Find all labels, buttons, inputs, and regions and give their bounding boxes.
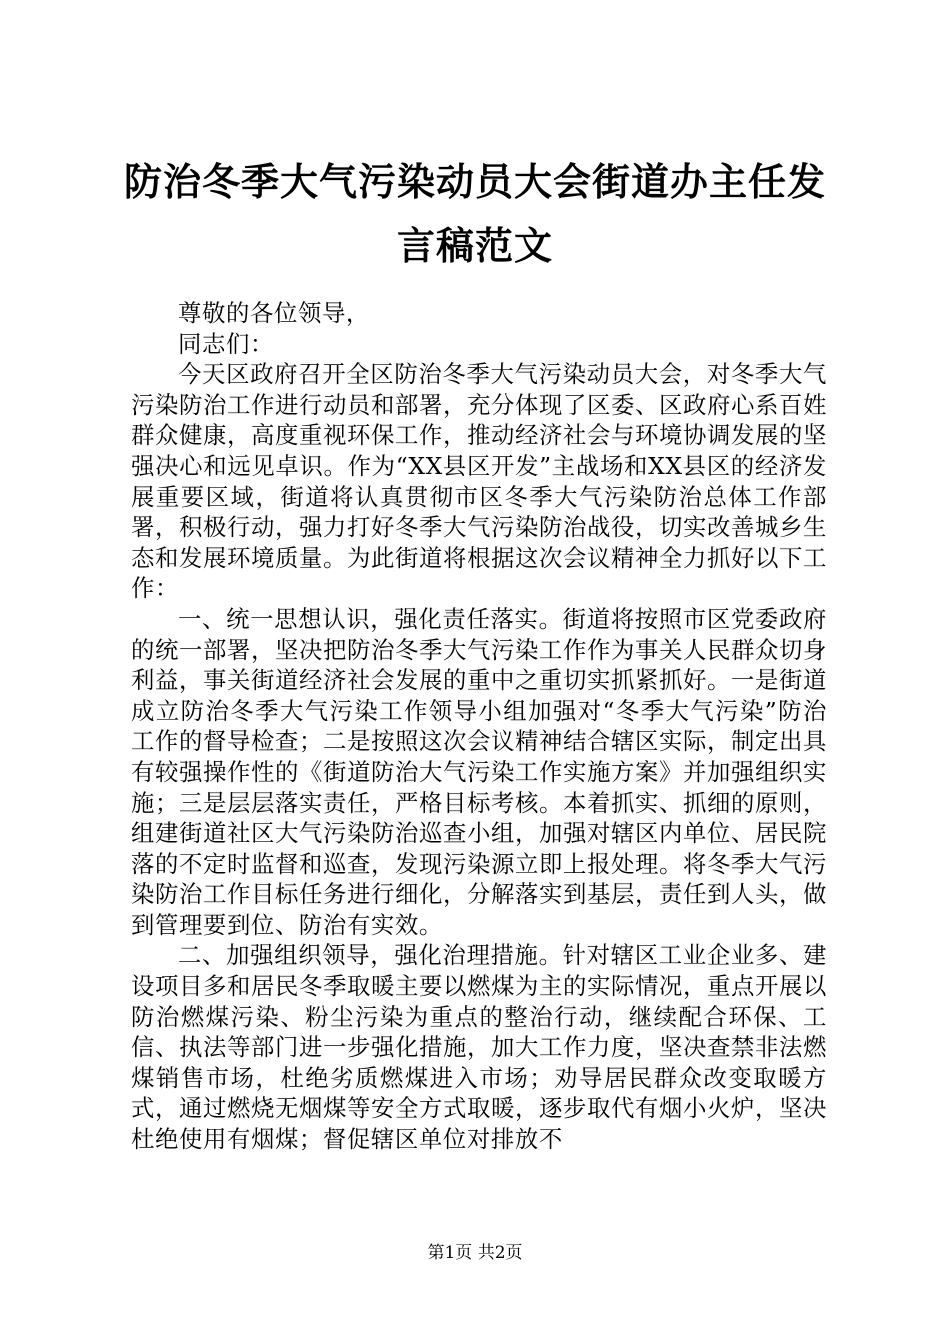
document-body	[131, 298, 827, 1155]
page-number-footer: 第1页 共2页	[427, 1243, 523, 1263]
salutation: 尊敬的各位领导，	[178, 299, 370, 327]
paragraph-section-2: 二、加强组织领导，强化治理措施。针对辖区工业企业多、建设项目多和居民冬季取暖主要以燃煤为主的实际情况，重点开展以防治燃煤污染、粉尘污染为重点的整治行动，继续配合环保、工信、执法等部门进一步强化措施，加大工作力度，坚决查禁非法燃煤销售市场，杜绝劣质燃煤进入市场；劝导居民群众改变取暖方式，通过燃烧无烟煤等安全方式取暖，逐步取代有烟小火炉，坚决杜绝使用有烟煤；督促辖区单位对排放不	[131, 941, 827, 1154]
paragraph-intro: 今天区政府召开全区防治冬季大气污染动员大会，对冬季大气污染防治工作进行动员和部署，充分体现了区委、区政府心系百姓群众健康，高度重视环保工作，推动经济社会与环境协调发展的坚强决心和远见卓识。作为“XX县区开发”主战场和XX县区的经济发展重要区域，街道将认真贯彻市区冬季大气污染防治总体工作部署，积极行动，强力打好冬季大气污染防治战役，切实改善城乡生态和发展环境质量。为此街道将根据这次会议精神全力抓好以下工作：	[131, 360, 827, 603]
paragraph-section-1: 一、统一思想认识，强化责任落实。街道将按照市区党委政府的统一部署，坚决把防治冬季大气污染工作作为事关人民群众切身利益，事关街道经济社会发展的重中之重切实抓紧抓好。一是街道成立防治冬季大气污染工作领导小组加强对“冬季大气污染”防治工作的督导检查；二是按照这次会议精神结合辖区实际，制定出具有较强操作性的《街道防治大气污染工作实施方案》并加强组织实施；三是层层落实责任，严格目标考核。本着抓实、抓细的原则，组建街道社区大气污染防治巡查小组，加强对辖区内单位、居民院落的不定时监督和巡查，发现污染源立即上报处理。将冬季大气污染防治工作目标任务进行细化，分解落实到基层，责任到人头，做到管理要到位、防治有实效。	[131, 604, 827, 939]
salutation-comrades: 同志们：	[178, 329, 274, 358]
document-title: 防治冬季大气污染动员大会街道办主任发言稿范文	[123, 159, 826, 268]
